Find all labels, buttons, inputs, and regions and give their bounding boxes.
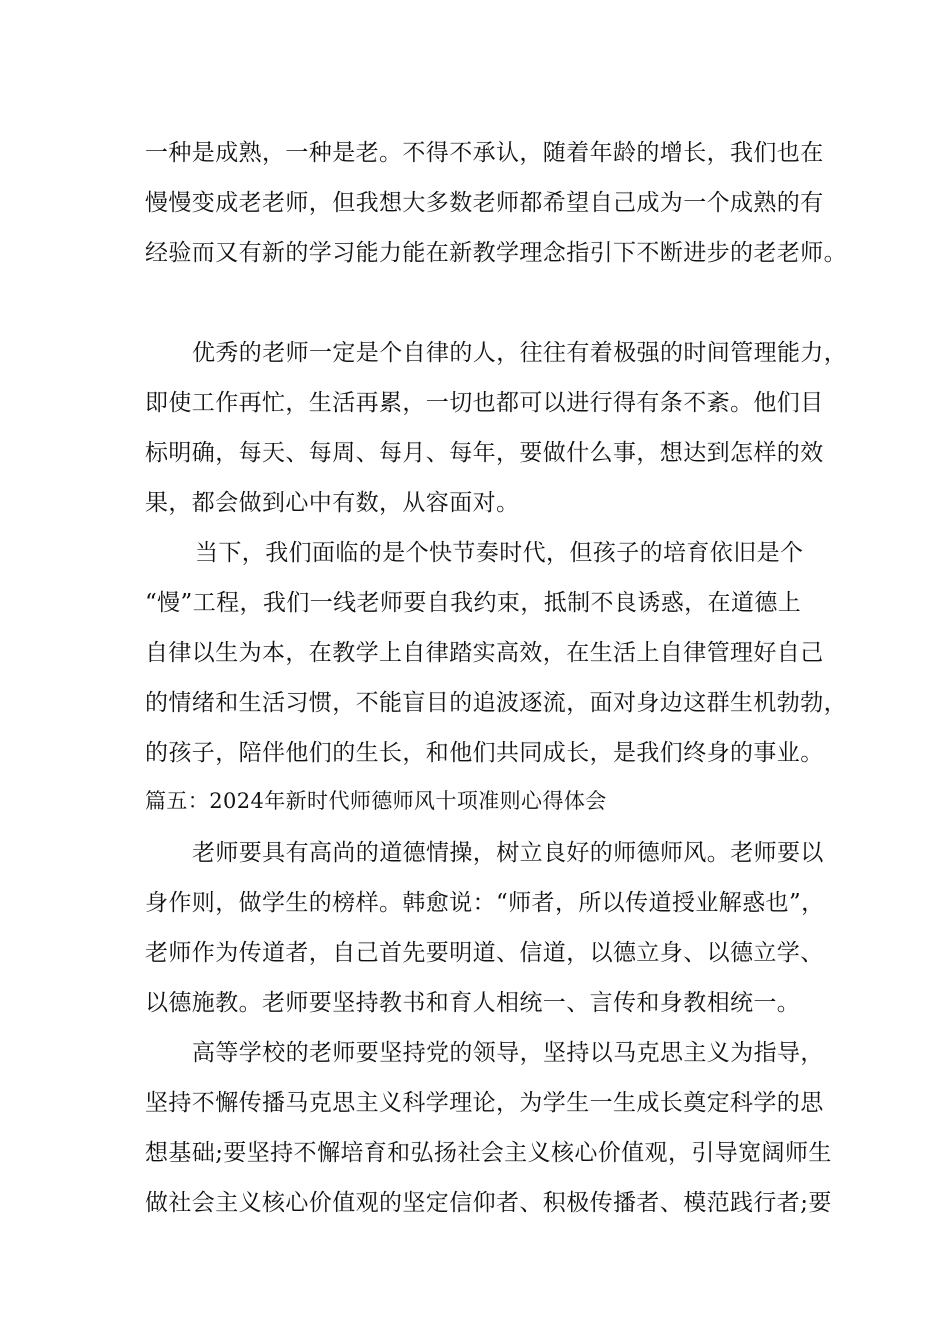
text-line: 以德施教。老师要坚持教书和育人相统一、言传和身教相统一。 (145, 990, 801, 1016)
section-heading: 篇五：2024年新时代师德师风十项准则心得体会 (145, 789, 607, 813)
text-line: 老师作为传道者，自己首先要明道、信道，以德立身、以德立学、 (145, 940, 824, 966)
text-line: 果，都会做到心中有数，从容面对。 (145, 490, 520, 516)
text-line: 坚持不懈传播马克思主义科学理论，为学生一生成长奠定科学的思 (145, 1090, 824, 1116)
text-line: 慢慢变成老老师，但我想大多数老师都希望自己成为一个成熟的有 (145, 190, 824, 216)
text-line: 做社会主义核心价值观的坚定信仰者、积极传播者、模范践行者;要 (145, 1190, 832, 1216)
text-line: 自律以生为本，在教学上自律踏实高效，在生活上自律管理好自己 (145, 640, 824, 666)
text-line: 的孩子，陪伴他们的生长，和他们共同成长，是我们终身的事业。 (145, 740, 824, 766)
text-line: 即使工作再忙，生活再累，一切也都可以进行得有条不紊。他们目 (145, 390, 824, 416)
text-line: 想基础;要坚持不懈培育和弘扬社会主义核心价值观，引导宽阔师生 (145, 1140, 832, 1166)
text-line: 的情绪和生活习惯，不能盲目的追波逐流，面对身边这群生机勃勃， (145, 690, 847, 716)
text-line: 老师要具有高尚的道德情操，树立良好的师德师风。老师要以 (192, 840, 824, 866)
text-line: “慢”工程，我们一线老师要自我约束，抵制不良诱惑，在道德上 (145, 590, 802, 616)
text-line: 经验而又有新的学习能力能在新教学理念指引下不断进步的老老师。 (145, 240, 847, 266)
text-line: 优秀的老师一定是个自律的人，往往有着极强的时间管理能力， (192, 340, 848, 366)
text-line: 一种是成熟，一种是老。不得不承认，随着年龄的增长，我们也在 (145, 140, 824, 166)
text-line: 标明确，每天、每周、每月、每年，要做什么事，想达到怎样的效 (145, 440, 824, 466)
text-line: 高等学校的老师要坚持党的领导，坚持以马克思主义为指导， (192, 1040, 824, 1066)
text-line: 身作则，做学生的榜样。韩愈说：“师者，所以传道授业解惑也”， (145, 890, 825, 916)
text-line: 当下，我们面临的是个快节奏时代，但孩子的培育依旧是个 (195, 540, 804, 566)
